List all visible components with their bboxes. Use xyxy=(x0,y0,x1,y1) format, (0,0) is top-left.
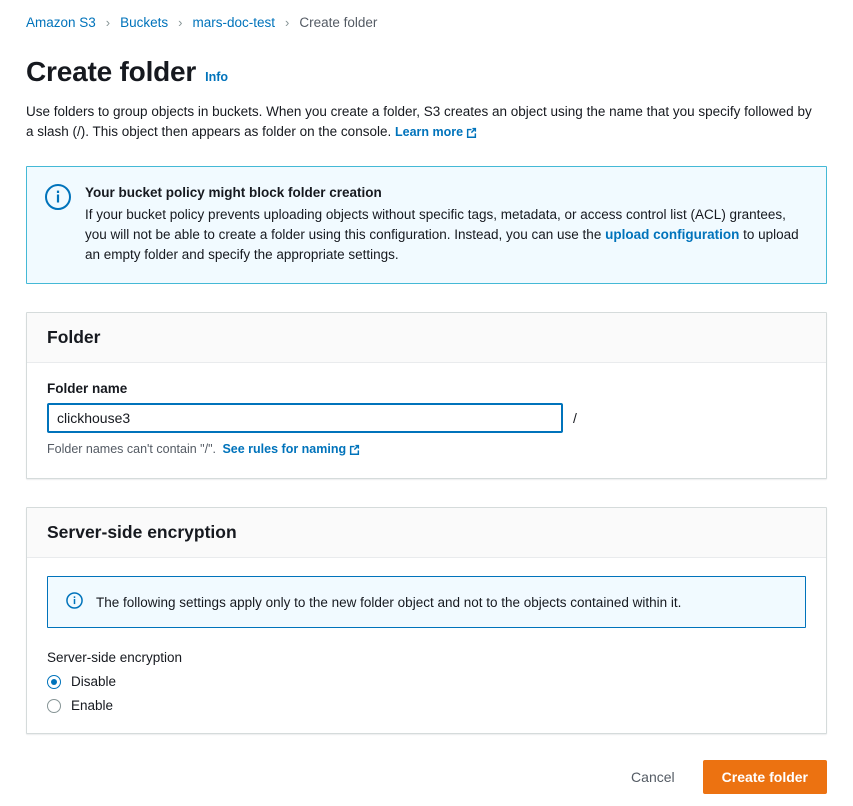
folder-name-hint-text: Folder names can't contain "/". xyxy=(47,442,216,456)
upload-configuration-link[interactable]: upload configuration xyxy=(605,227,740,242)
folder-name-suffix: / xyxy=(573,410,577,426)
page-description xyxy=(26,102,816,144)
info-circle-icon xyxy=(45,184,71,265)
info-link[interactable]: Info xyxy=(205,70,229,84)
encryption-card-header xyxy=(27,508,826,558)
alert-title: Your bucket policy might block folder creation xyxy=(85,185,382,200)
radio-disable[interactable] xyxy=(47,675,61,689)
external-link-icon xyxy=(349,444,360,458)
page-header xyxy=(26,56,827,88)
naming-rules-label: See rules for naming xyxy=(222,442,347,456)
encryption-option-enable[interactable] xyxy=(47,698,806,713)
breadcrumb xyxy=(26,0,827,34)
radio-enable-label: Enable xyxy=(71,698,114,713)
naming-rules-link[interactable] xyxy=(222,442,360,456)
folder-card-body xyxy=(27,363,826,478)
encryption-option-disable[interactable] xyxy=(47,674,806,689)
encryption-infobox-text: The following settings apply only to the new folder object and not to the objects contained within it. xyxy=(96,594,682,610)
breadcrumb-item-amazon-s3[interactable]: Amazon S3 xyxy=(26,14,96,30)
folder-card-title: Folder xyxy=(47,327,101,347)
breadcrumb-separator-icon: › xyxy=(105,14,111,30)
encryption-radio-group-label: Server-side encryption xyxy=(47,650,183,665)
external-link-icon xyxy=(466,124,477,144)
folder-card-header xyxy=(27,313,826,363)
cancel-button[interactable]: Cancel xyxy=(623,763,683,791)
encryption-infobox xyxy=(47,576,806,628)
alert-text-part2: to upload an empty folder and specify the appropriate settings. xyxy=(85,227,799,262)
folder-name-row xyxy=(47,403,806,433)
alert-text-part1: If your bucket policy prevents uploading objects without specific tags, metadata, or access control list (ACL) grantees, you will not be able to create a folder using this configuration. Instead, you can use the xyxy=(85,207,786,242)
info-circle-icon xyxy=(66,592,83,612)
alert-text xyxy=(85,205,805,265)
page-description-text: Use folders to group objects in buckets. When you create a folder, S3 creates an object using the name that you specify followed by a slash (/). This object then appears as folder on the console. xyxy=(26,104,812,139)
folder-name-hint xyxy=(47,442,806,458)
folder-name-label: Folder name xyxy=(47,381,128,396)
alert-body xyxy=(85,183,805,265)
page-title: Create folder xyxy=(26,56,197,87)
form-actions xyxy=(26,760,827,806)
bucket-policy-alert xyxy=(26,166,827,284)
learn-more-link[interactable] xyxy=(395,125,477,139)
learn-more-label: Learn more xyxy=(394,125,464,139)
breadcrumb-item-current: Create folder xyxy=(299,14,378,30)
create-folder-button[interactable]: Create folder xyxy=(703,760,827,794)
encryption-card-title: Server-side encryption xyxy=(47,522,237,542)
server-side-encryption-card xyxy=(26,507,827,734)
radio-disable-label: Disable xyxy=(71,674,117,689)
folder-card xyxy=(26,312,827,479)
breadcrumb-separator-icon: › xyxy=(178,14,183,30)
breadcrumb-item-buckets[interactable]: Buckets xyxy=(120,14,169,30)
encryption-card-body xyxy=(27,558,826,733)
radio-enable[interactable] xyxy=(47,699,61,713)
folder-name-input[interactable] xyxy=(47,403,563,433)
breadcrumb-item-bucket[interactable]: mars-doc-test xyxy=(192,14,276,30)
breadcrumb-separator-icon: › xyxy=(285,14,290,30)
